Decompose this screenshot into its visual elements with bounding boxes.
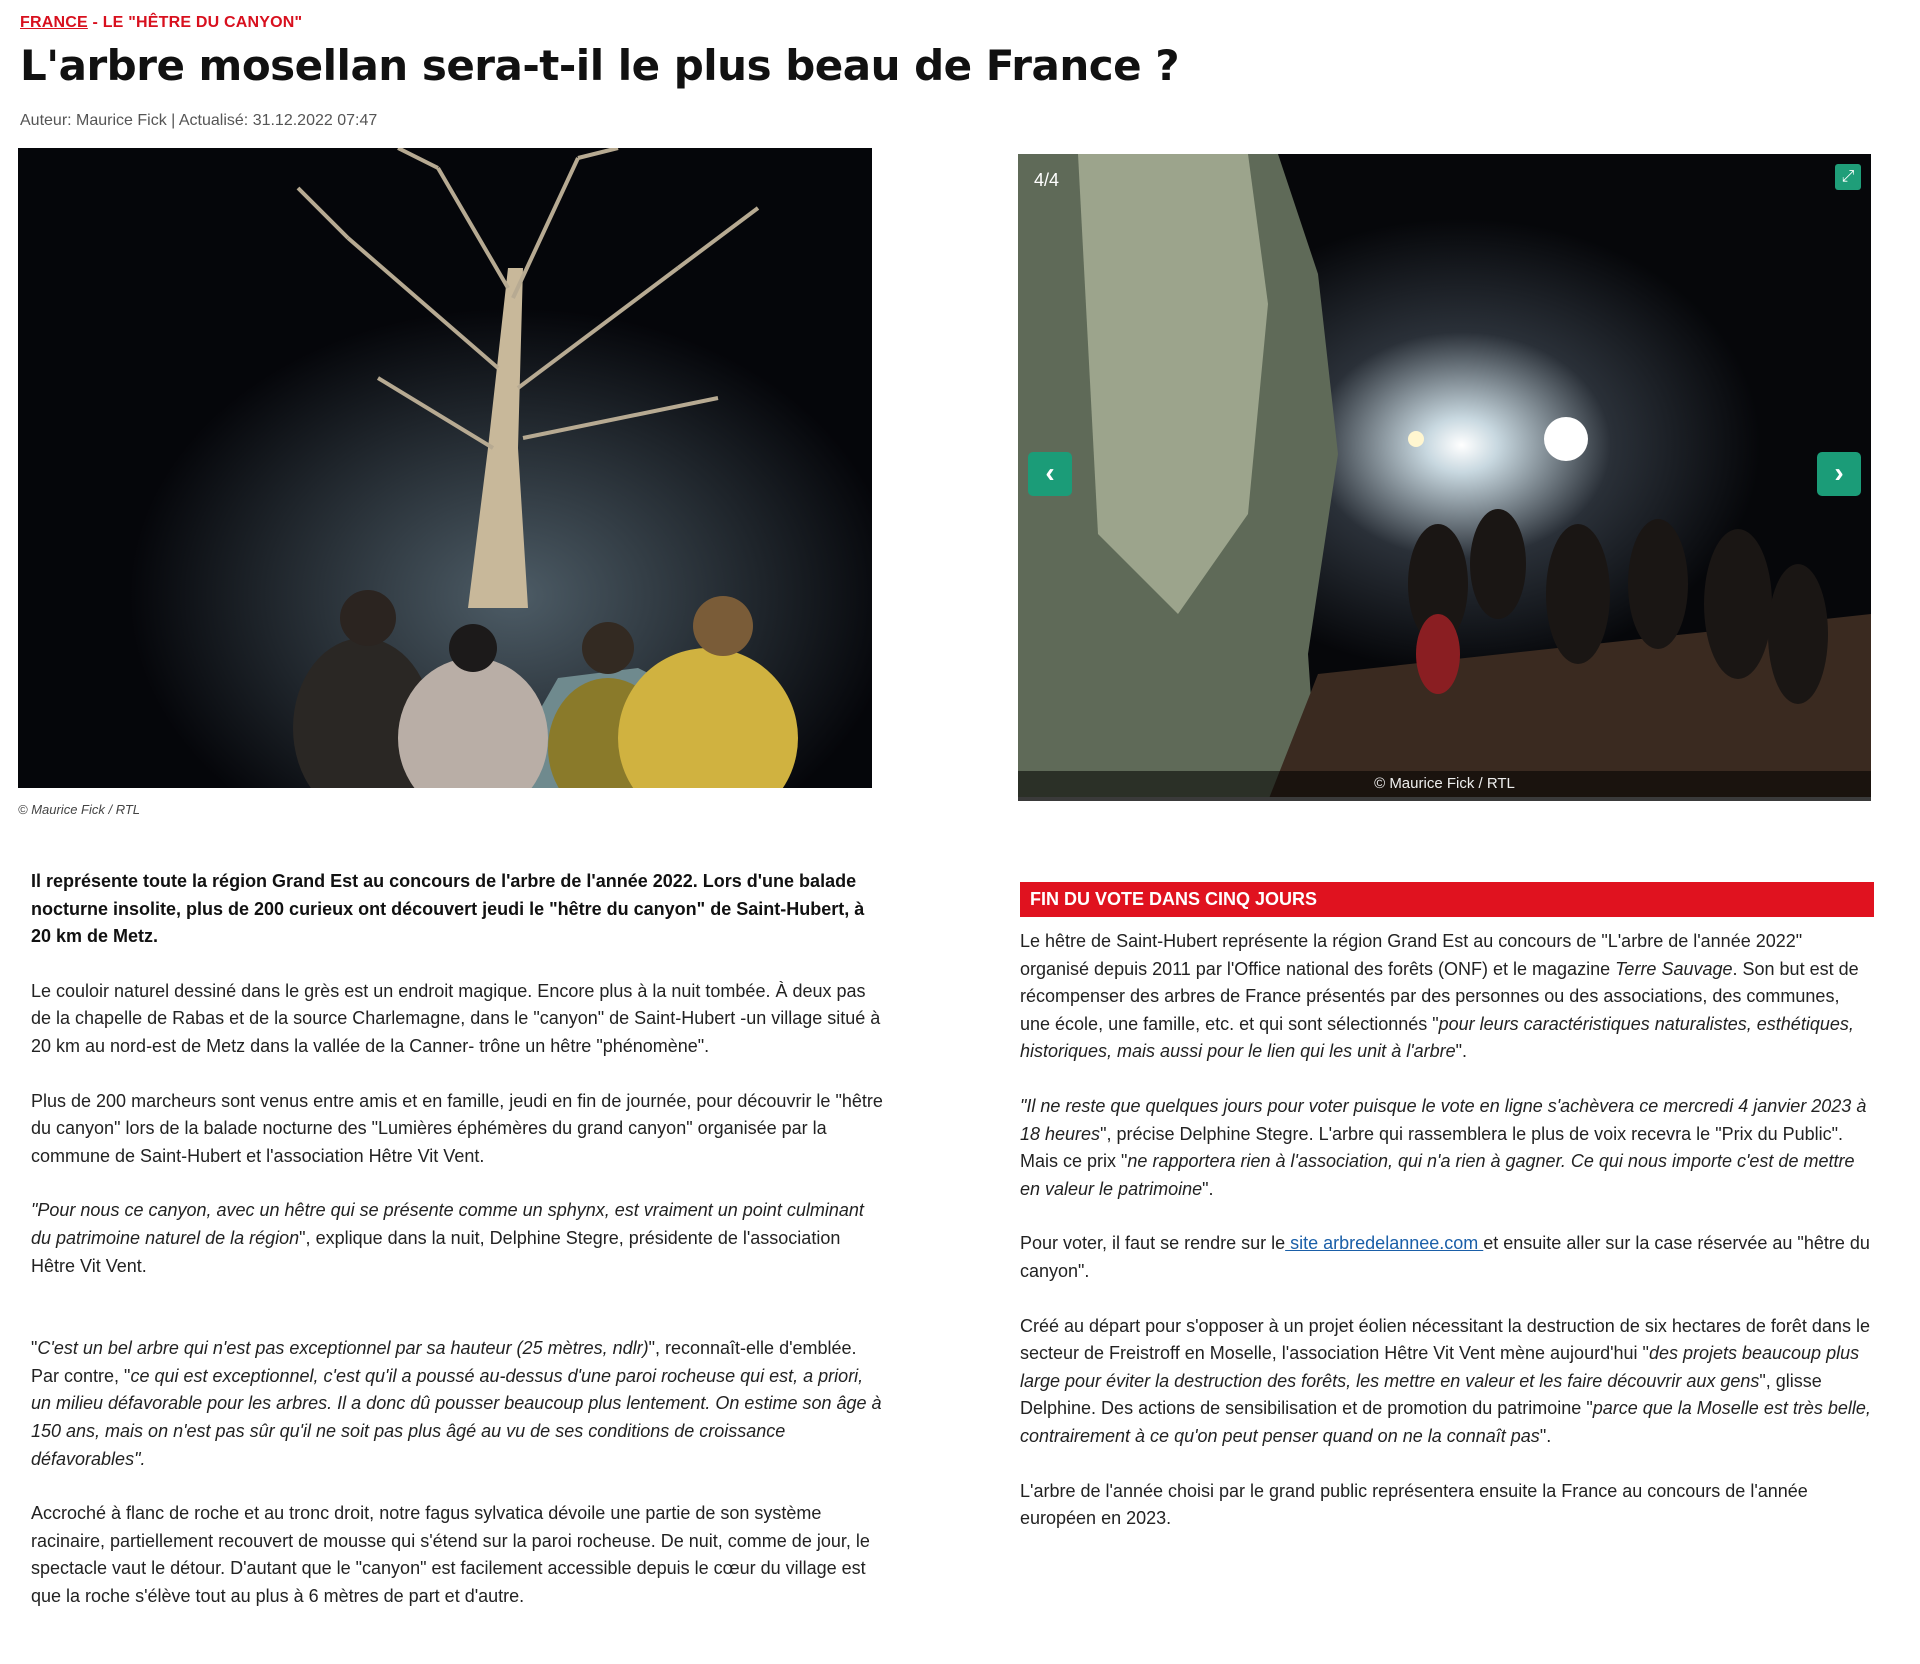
sidebar-paragraph: "Il ne reste que quelques jours pour voter puisque le vote en ligne s'achèvera ce mercredi 4 janvier 2023 à 18 heures", précise Delphine Stegre. L'arbre qui rassemblera le plus de voix recevra le "Prix du Public". Mais ce prix "ne rapportera rien à l'association, qui n'a rien à gagner. Ce qui nous importe c'est de mettre en valeur le patrimoine". <box>1020 1095 1867 1199</box>
article-paragraph: "C'est un bel arbre qui n'est pas exceptionnel par sa hauteur (25 mètres, ndlr)", reconnaît-elle d'emblée. Par contre, "ce qui est exceptionnel, c'est qu'il a poussé au-dessus d'une paroi rocheuse qui est, a priori, un milieu défavorable pour les arbres. Il a donc dû pousser beaucoup plus lentement. On estime son âge à 150 ans, mais on n'est pas sûr qu'il ne soit pas plus âgé au vu de ses conditions de croissance défavorables". <box>31 1338 882 1469</box>
article-body <box>31 868 886 1637</box>
kicker-topic: LE "HÊTRE DU CANYON" <box>102 14 303 31</box>
expand-icon[interactable]: ⤢ <box>1835 164 1861 190</box>
gallery-counter: 4/4 <box>1034 170 1060 190</box>
article-paragraph: Plus de 200 marcheurs sont venus entre amis et en famille, jeudi en fin de journée, pour découvrir le "hêtre du canyon" lors de la balade nocturne des "Lumières éphémères du grand canyon" organisée par la commune de Saint-Hubert et l'association Hêtre Vit Vent. <box>31 1090 883 1166</box>
article-meta: Auteur: Maurice Fick | Actualisé: 31.12.2022 07:47 <box>20 112 378 129</box>
quote: des projets beaucoup plus large pour éviter la destruction des forêts, les mettre en valeur et les faire découvrir aux gens <box>1020 1343 1860 1391</box>
sidebar-section <box>1020 882 1874 1560</box>
gallery-progress-bar <box>1018 797 1871 801</box>
quote: pour leurs caractéristiques naturalistes, esthétiques, historiques, mais aussi pour le lien qui les unit à l'arbre <box>1020 1013 1854 1062</box>
gallery-prev-button[interactable]: ‹ <box>1028 452 1072 496</box>
tree-night-photo <box>18 148 872 788</box>
sidebar-paragraph: Créé au départ pour s'opposer à un projet éolien nécessitant la destruction de six hectares de forêt dans le secteur de Freistroff en Moselle, l'association Hêtre Vit Vent mène aujourd'hui "des projets beaucoup plus large pour éviter la destruction des forêts, les mettre en valeur et les faire découvrir aux gens", glisse Delphine. Des actions de sensibilisation et de promotion du patrimoine "parce que la Moselle est très belle, contrairement à ce qu'on peut penser quand on ne la connaît pas". <box>1020 1315 1871 1446</box>
article-paragraph: "Pour nous ce canyon, avec un hêtre qui se présente comme un sphynx, est vraiment un point culminant du patrimoine naturel de la région", explique dans la nuit, Delphine Stegre, présidente de l'association Hêtre Vit Vent. <box>31 1200 864 1276</box>
sidebar-paragraph: Le hêtre de Saint-Hubert représente la région Grand Est au concours de "L'arbre de l'année 2022" organisé depuis 2011 par l'Office national des forêts (ONF) et le magazine Terre Sauvage. Son but est de récompenser des arbres de France présentés par des personnes ou des associations, des communes, une école, une famille, etc. et qui sont sélectionnés "pour leurs caractéristiques naturalistes, esthétiques, historiques, mais aussi pour le lien qui les unit à l'arbre". <box>1020 931 1859 1062</box>
gallery-caption: © Maurice Fick / RTL <box>1018 771 1871 797</box>
section-heading: FIN DU VOTE DANS CINQ JOURS <box>1020 882 1874 917</box>
gallery-next-button[interactable]: › <box>1817 452 1861 496</box>
vote-site-link[interactable]: site arbredelannee.com <box>1285 1233 1484 1254</box>
article-paragraph: Accroché à flanc de roche et au tronc droit, notre fagus sylvatica dévoile une partie de son système racinaire, partiellement recouvert de mousse qui s'étend sur la paroi rocheuse. De nuit, comme de jour, le spectacle vaut le détour. D'autant que le "canyon" est facilement accessible depuis le cœur du village est que la roche s'élève tout au plus à 6 mètres de part et d'autre. <box>31 1503 870 1606</box>
sidebar-paragraph: L'arbre de l'année choisi par le grand public représentera ensuite la France au concours de l'année européen en 2023. <box>1020 1480 1808 1529</box>
main-photo <box>18 148 872 788</box>
canyon-crowd-photo <box>1018 154 1871 801</box>
quote: ne rapportera rien à l'association, qui n'a rien à gagner. Ce qui nous importe c'est de mettre en valeur le patrimoine <box>1020 1151 1855 1199</box>
section-link[interactable]: FRANCE <box>20 14 88 31</box>
sidebar-paragraph: Pour voter, il faut se rendre sur le site arbredelannee.com et ensuite aller sur la case réservée au "hêtre du canyon". <box>1020 1233 1870 1281</box>
article-paragraph: Le couloir naturel dessiné dans le grès est un endroit magique. Encore plus à la nuit tombée. À deux pas de la chapelle de Rabas et de la source Charlemagne, dans le "canyon" de Saint-Hubert -un village situé à 20 km au nord-est de Metz dans la vallée de la Canner- trône un hêtre "phénomène". <box>31 980 881 1056</box>
quote: ce qui est exceptionnel, c'est qu'il a poussé au-dessus d'une paroi rocheuse qui est, a priori, un milieu défavorable pour les arbres. Il a donc dû pousser beaucoup plus lentement. On estime son âge à 150 ans, mais on n'est pas sûr qu'il ne soit pas plus âgé au vu de ses conditions de croissance défavorables". <box>31 1365 882 1469</box>
quote: parce que la Moselle est très belle, contrairement à ce qu'on peut penser quand on ne la connaît pas <box>1020 1398 1871 1446</box>
photo-gallery[interactable] <box>1018 154 1871 801</box>
photo-caption: © Maurice Fick / RTL <box>18 802 141 817</box>
kicker <box>20 14 302 32</box>
quote: "Il ne reste que quelques jours pour voter puisque le vote en ligne s'achèvera ce mercredi 4 janvier 2023 à 18 heures <box>1020 1095 1867 1144</box>
article-lead: Il représente toute la région Grand Est au concours de l'arbre de l'année 2022. Lors d'une balade nocturne insolite, plus de 200 curieux ont découvert jeudi le "hêtre du canyon" de Saint-Hubert, à 20 km de Metz. <box>31 871 865 947</box>
quote: C'est un bel arbre qui n'est pas exceptionnel par sa hauteur (25 mètres, ndlr) <box>37 1338 649 1359</box>
kicker-separator: - <box>87 14 103 31</box>
quote: "Pour nous ce canyon, avec un hêtre qui se présente comme un sphynx, est vraiment un point culminant du patrimoine naturel de la région <box>31 1200 864 1248</box>
page-title: L'arbre mosellan sera-t-il le plus beau de France ? <box>20 41 1180 90</box>
